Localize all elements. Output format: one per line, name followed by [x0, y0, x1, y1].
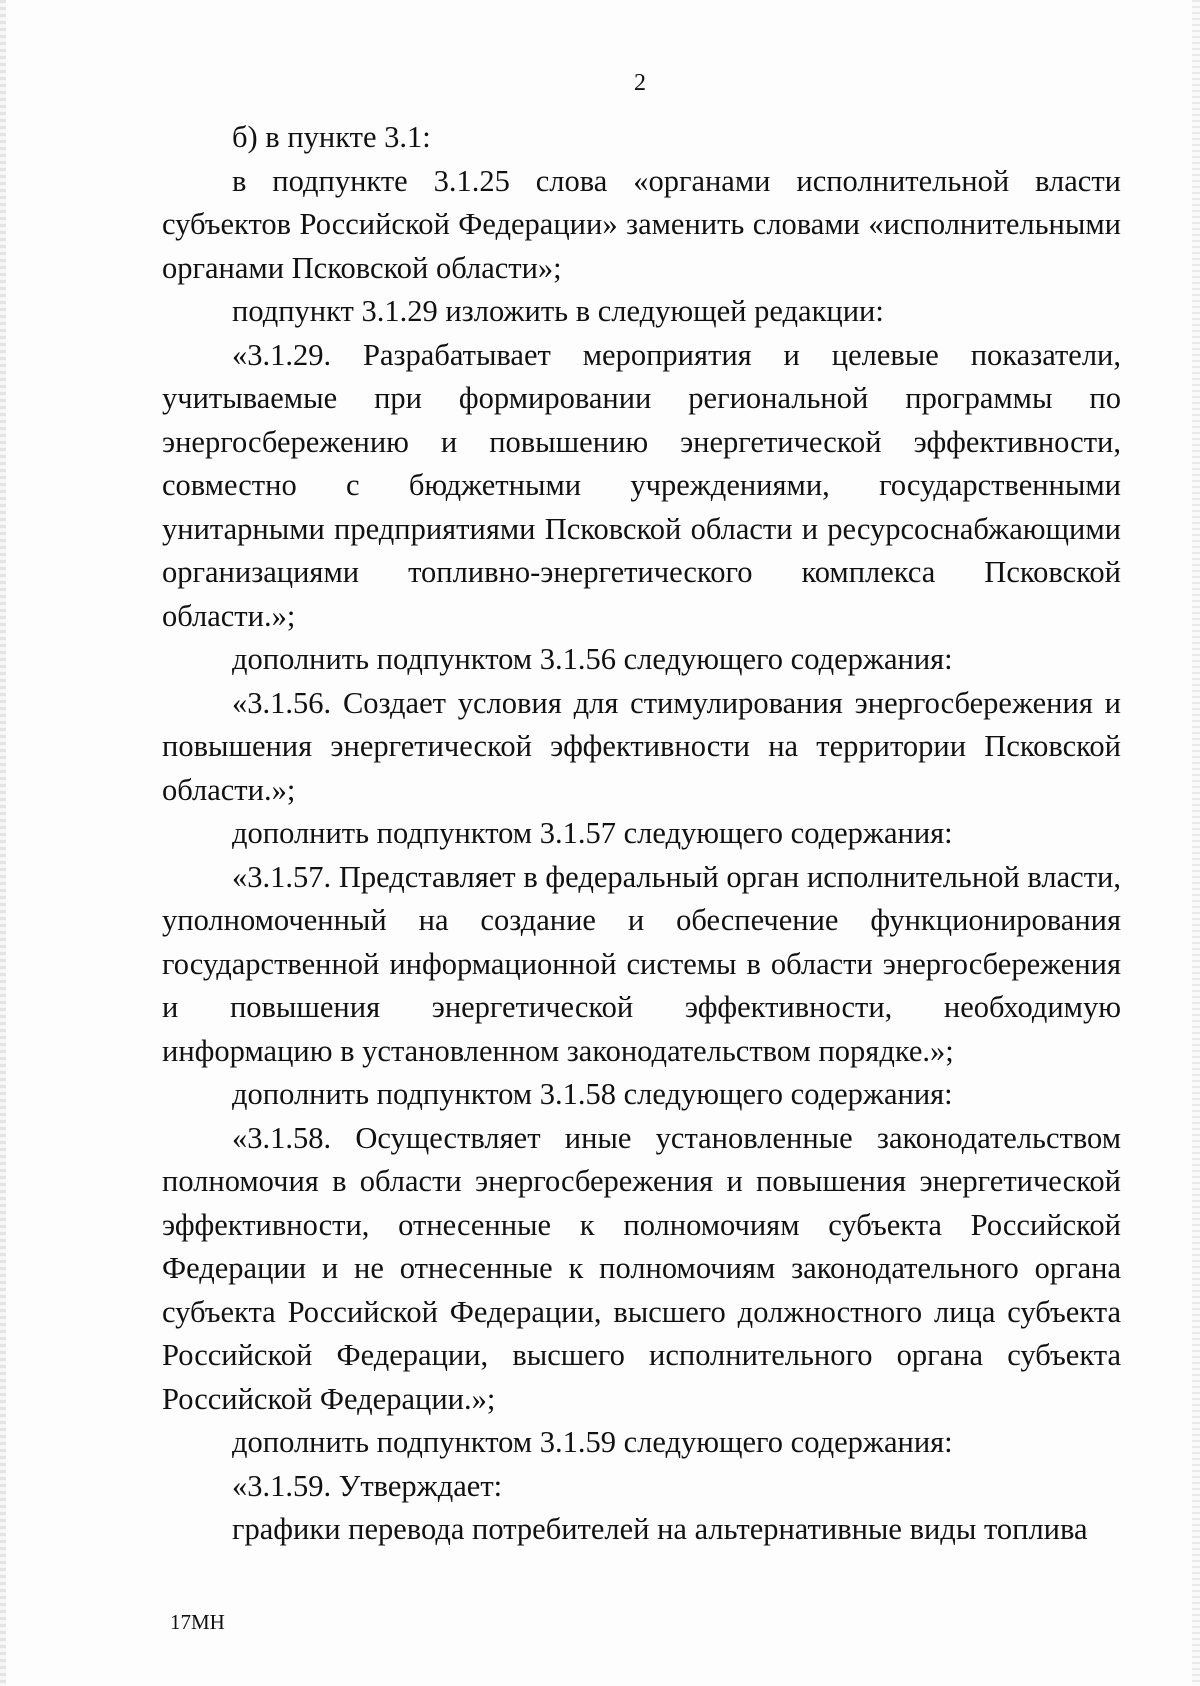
paragraph-item-b: б) в пункте 3.1: — [232, 120, 431, 154]
paragraph-intro-3-1-58: дополнить подпунктом 3.1.58 следующего содержания: — [232, 1077, 953, 1111]
document-body — [162, 116, 1121, 1552]
paragraph-fuel-schedules: графики перевода потребителей на альтернативные виды топлива — [232, 1512, 1088, 1546]
footer-code: 17МН — [170, 1610, 225, 1634]
paragraph-subpoint-3-1-25: в подпункте 3.1.25 слова «органами исполнительной власти субъектов Российской Федерации» заменить словами «исполнительными органами Псковской области»; — [162, 163, 1121, 285]
paragraph-text-3-1-56: «3.1.56. Создает условия для стимулирования энергосбережения и повышения энергетической эффективности на территории Псковской области.»; — [162, 685, 1121, 807]
scan-edge-left — [0, 0, 6, 1686]
paragraph-text-3-1-57: «3.1.57. Представляет в федеральный орган исполнительной власти, уполномоченный на создание и обеспечение функционирования государственной информационной системы в области энергосбережения и повышения энергетической эффективности, необходимую информацию в установленном законодательством порядке.»; — [162, 859, 1121, 1068]
paragraph-intro-3-1-57: дополнить подпунктом 3.1.57 следующего содержания: — [232, 816, 953, 850]
paragraph-intro-3-1-59: дополнить подпунктом 3.1.59 следующего содержания: — [232, 1425, 953, 1459]
paragraph-intro-3-1-56: дополнить подпунктом 3.1.56 следующего содержания: — [232, 642, 953, 676]
paragraph-text-3-1-29: «3.1.29. Разрабатывает мероприятия и целевые показатели, учитываемые при формировании региональной программы по энергосбережению и повышению энергетической эффективности, совместно с бюджетными учреждениями, государственными унитарными предприятиями Псковской области и ресурсоснабжающими организациями топливно-энергетического комплекса Псковской области.»; — [162, 337, 1121, 633]
scan-edge-right — [1192, 0, 1200, 1686]
paragraph-text-3-1-58: «3.1.58. Осуществляет иные установленные законодательством полномочия в области энергосбережения и повышения энергетической эффективности, отнесенные к полномочиям субъекта Российской Федерации и не отнесенные к полномочиям законодательного органа субъекта Российской Федерации, высшего должностного лица субъекта Российской Федерации, высшего исполнительного органа субъекта Российской Федерации.»; — [162, 1120, 1121, 1416]
page-number: 2 — [634, 70, 646, 96]
paragraph-intro-3-1-29: подпункт 3.1.29 изложить в следующей редакции: — [232, 294, 884, 328]
paragraph-text-3-1-59: «3.1.59. Утверждает: — [232, 1468, 503, 1503]
